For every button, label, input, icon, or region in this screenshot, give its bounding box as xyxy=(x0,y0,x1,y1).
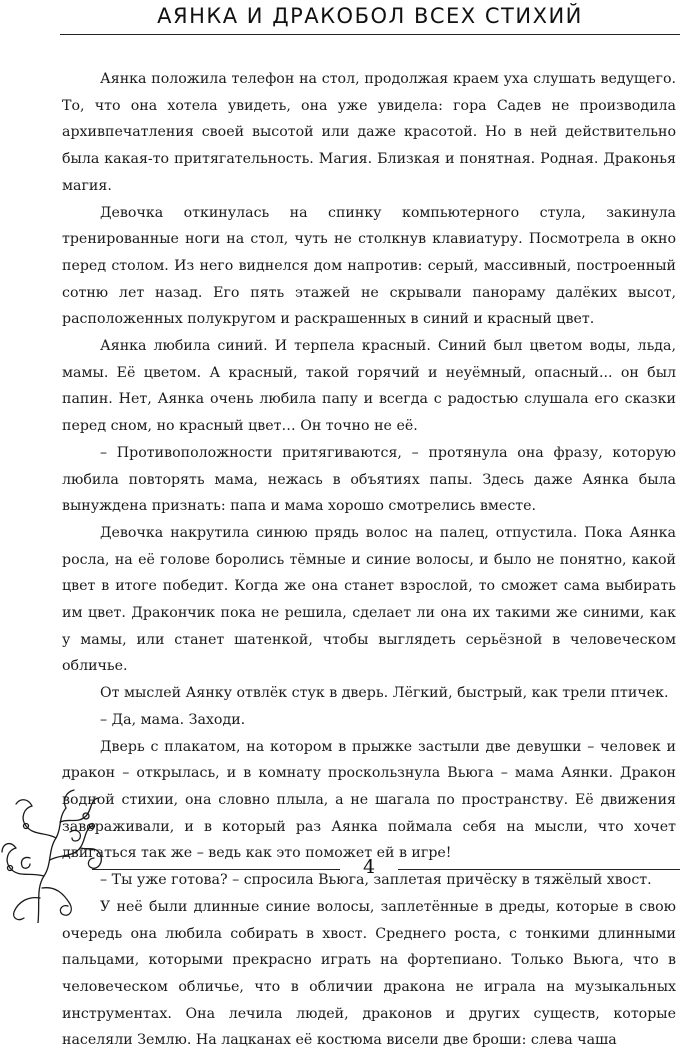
header-rule xyxy=(60,34,680,35)
footer-rule-left xyxy=(92,869,340,870)
book-title: АЯНКА И ДРАКОБОЛ ВСЕХ СТИХИЙ xyxy=(157,4,583,28)
paragraph: – Да, мама. Заходи. xyxy=(100,711,246,728)
page-number: 4 xyxy=(362,856,376,878)
paragraph: Девочка накрутила синюю прядь волос на палец, отпустила. Пока Аянка росла, на её голове боролись тёмные и синие волосы, и было не понятно, какой цвет в итоге победит. Когда же она станет взрослой, то сможет сама выбирать им цвет. Дракончик пока не решила, сделает ли она их такими же синими, как у мамы, или станет шатенкой, чтобы выглядеть серьёзной в человеческом обличье. xyxy=(62,524,676,675)
page-footer xyxy=(0,850,680,890)
paragraph: – Противоположности притягиваются, – протянула она фразу, которую любила повторять мама, нежась в объятиях папы. Здесь даже Аянка была вынуждена признать: папа и мама хорошо смотрелись вместе. xyxy=(62,444,676,515)
paragraph: Аянка положила телефон на стол, продолжая краем уха слушать ведущего. То, что она хотела увидеть, она уже увидела: гора Садев не производила архивпечатления своей высотой или даже красотой. Но в ней действительно была какая-то притягательность. Магия. Близкая и понятная. Родная. Драконья магия. xyxy=(62,71,676,194)
paragraph: Девочка откинулась на спинку компьютерного стула, закинула тренированные ноги на стол, чуть не столкнув клавиатуру. Посмотрела в окно перед столом. Из него виднелся дом напротив: серый, массивный, построенный сотню лет назад. Его пять этажей не скрывали панораму далёких высот, расположенных полукругом и раскрашенных в синий и красный цвет. xyxy=(62,204,676,328)
paragraph: У неё были длинные синие волосы, заплетённые в дреды, которые в свою очередь она любила собирать в хвост. Среднего роста, с тонкими длинными пальцами, которыми прекрасно играть на фортепиано. Только Вьюга, что в человеческом обличье, что в обличии дракона не играла на музыкальных инструментах. Она лечила людей, драконов и других существ, которые населяли Землю. На лацканах её костюма висели две броши: слева чаша xyxy=(62,898,676,1049)
paragraph: Дверь с плакатом, на котором в прыжке застыли две девушки – человек и дракон – открылась, и в комнату проскользнула Вьюга – мама Аянки. Дракон водной стихии, она словно плыла, а не шагала по пространству. Её движения завораживали, и в который раз Аянка поймала себя на мысли, что хочет двигаться так же – ведь как это поможет ей в игре! xyxy=(62,738,676,862)
running-header xyxy=(60,0,680,36)
paragraph: – Ты уже готова? – спросила Вьюга, заплетая причёску в тяжёлый хвост. xyxy=(100,872,652,889)
paragraph: Аянка любила синий. И терпела красный. Синий был цветом воды, льда, мамы. Её цветом. А красный, такой горячий и неуёмный, опасный... он был папин. Нет, Аянка очень любила папу и всегда с радостью слушала его сказки перед сном, но красный цвет… Он точно не её. xyxy=(62,338,676,435)
footer-rule-right xyxy=(398,869,680,870)
page-body xyxy=(62,66,676,1054)
paragraph: От мыслей Аянку отвлёк стук в дверь. Лёгкий, быстрый, как трели птичек. xyxy=(100,685,669,702)
